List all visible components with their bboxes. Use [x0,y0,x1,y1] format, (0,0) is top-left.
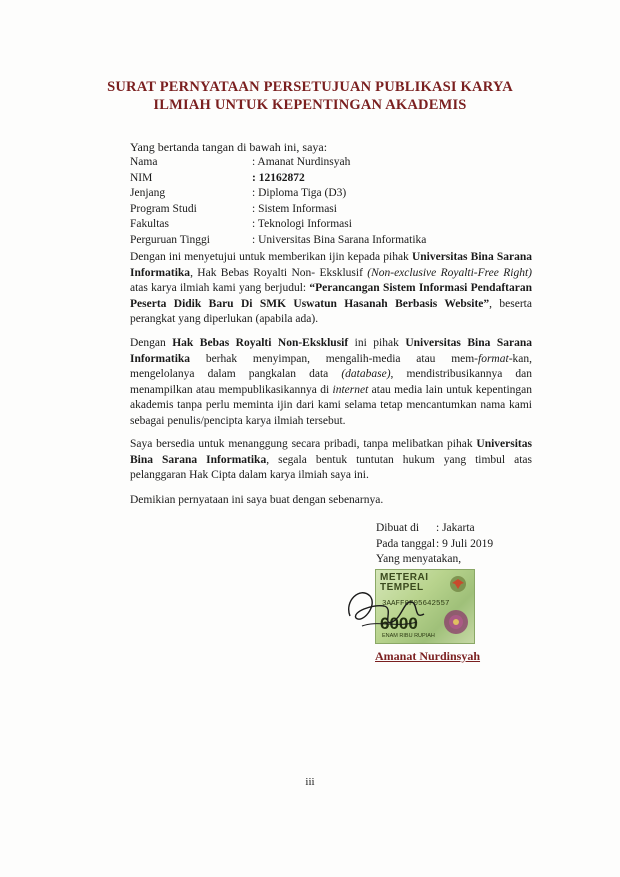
identity-value: : Sistem Informasi [252,202,337,215]
text-run-italic: (database) [341,368,391,380]
place-value: : Jakarta [436,522,475,534]
identity-value: : Diploma Tiga (D3) [252,187,347,199]
text-run-bold: Hak Bebas Royalti Non-Eksklusif [172,337,349,349]
stamp-amount: 6000 [380,614,418,633]
place-label: Dibuat di [376,522,420,534]
identity-value: : 12162872 [252,171,305,184]
document-title [100,78,520,114]
text-run: ini pihak [348,337,406,349]
text-run: Dengan ini menyetujui untuk memberikan ijin kepada pihak [130,251,412,263]
text-run: berhak menyimpan, mengalih-media atau mem- [190,352,479,365]
text-run-italic: (Non-exclusive Royalti-Free Right) [367,266,532,279]
signer-name: Amanat Nurdinsyah [375,649,481,663]
identity-row-perguruan-tinggi [130,233,426,249]
text-run: Dengan [130,337,173,349]
place-row [376,521,493,537]
stamp-line-1: METERAI [380,572,429,583]
identity-value: : Universitas Bina Sarana Informatika [252,233,427,246]
intro-text: Yang bertanda tangan di bawah ini, saya: [130,140,328,154]
stamp-subtext: ENAM RIBU RUPIAH [382,633,435,639]
text-run: , Hak Bebas Royalti Non- Eksklusif [190,266,368,279]
text-run-italic: internet [332,383,369,396]
text-run: atau media lain untuk kepentingan akademis tanpa perlu meminta ijin dari kami selama tetap mencantumkan nama kami sebagai penulis/pencipta karya ilmiah tersebut. [130,383,532,427]
text-run-italic: format [478,352,509,365]
text-run-bold: Universitas Bina Sarana Informatika [130,438,532,466]
closing-text: Yang menyatakan, [376,553,462,565]
date-label: Pada tanggal [376,537,436,550]
identity-row-program-studi [130,202,426,218]
flower-emblem-icon [442,608,470,636]
stamp-serial: 3AAFF0F05642557 [382,600,450,608]
stamp-line-2: TEMPEL [380,582,424,593]
identity-label: Program Studi [130,202,197,215]
text-run: -kan, mengelolanya dalam pangkalan data [130,352,532,380]
paragraph-consent [130,250,532,328]
text-run: , beserta perangkat yang diperlukan (apabila ada). [130,297,532,325]
identity-value: : Amanat Nurdinsyah [252,156,351,168]
identity-row-jenjang [130,186,426,202]
paragraph-closing: Demikian pernyataan ini saya buat dengan sebenarnya. [130,494,384,506]
title-line-1: SURAT PERNYATAAN PERSETUJUAN PUBLIKASI KARYA [107,79,513,95]
page-number: iii [305,776,315,788]
identity-label: Perguruan Tinggi [130,233,210,246]
date-row [376,537,493,553]
thesis-title: “Perancangan Sistem Informasi Pendaftaran Peserta Didik Baru Di SMK Uswatun Hasanah Berbasis Website” [130,282,532,310]
text-run-bold: Universitas Bina Sarana Informatika [130,337,532,365]
identity-table [130,155,426,248]
garuda-emblem-icon [448,574,468,594]
identity-label: Fakultas [130,218,169,230]
text-run: Saya bersedia untuk menanggung secara pribadi, tanpa melibatkan pihak [130,438,477,450]
identity-label: Nama [130,156,158,168]
text-run: atas karya ilmiah kami yang berjudul: [130,282,310,294]
paragraph-liability [130,437,532,484]
text-run-bold: Universitas Bina Sarana Informatika [130,251,532,279]
text-run: , segala bentuk tuntutan hukum yang timbul atas pelanggaran Hak Cipta dalam karya ilmiah saya ini. [130,453,532,481]
identity-row-nim [130,171,426,187]
identity-label: NIM [130,171,153,184]
paragraph-rights [130,336,532,429]
text-run: , mendistribusikannya dan menampilkan atau mempublikasikannya di [130,368,532,396]
identity-label: Jenjang [130,187,166,199]
handwritten-signature [342,576,432,636]
title-line-2: ILMIAH UNTUK KEPENTINGAN AKADEMIS [153,97,467,113]
identity-row-nama [130,155,426,171]
identity-value: : Teknologi Informasi [252,218,352,230]
signature-block [376,521,493,568]
date-value: : 9 Juli 2019 [436,537,494,550]
identity-row-fakultas [130,217,426,233]
